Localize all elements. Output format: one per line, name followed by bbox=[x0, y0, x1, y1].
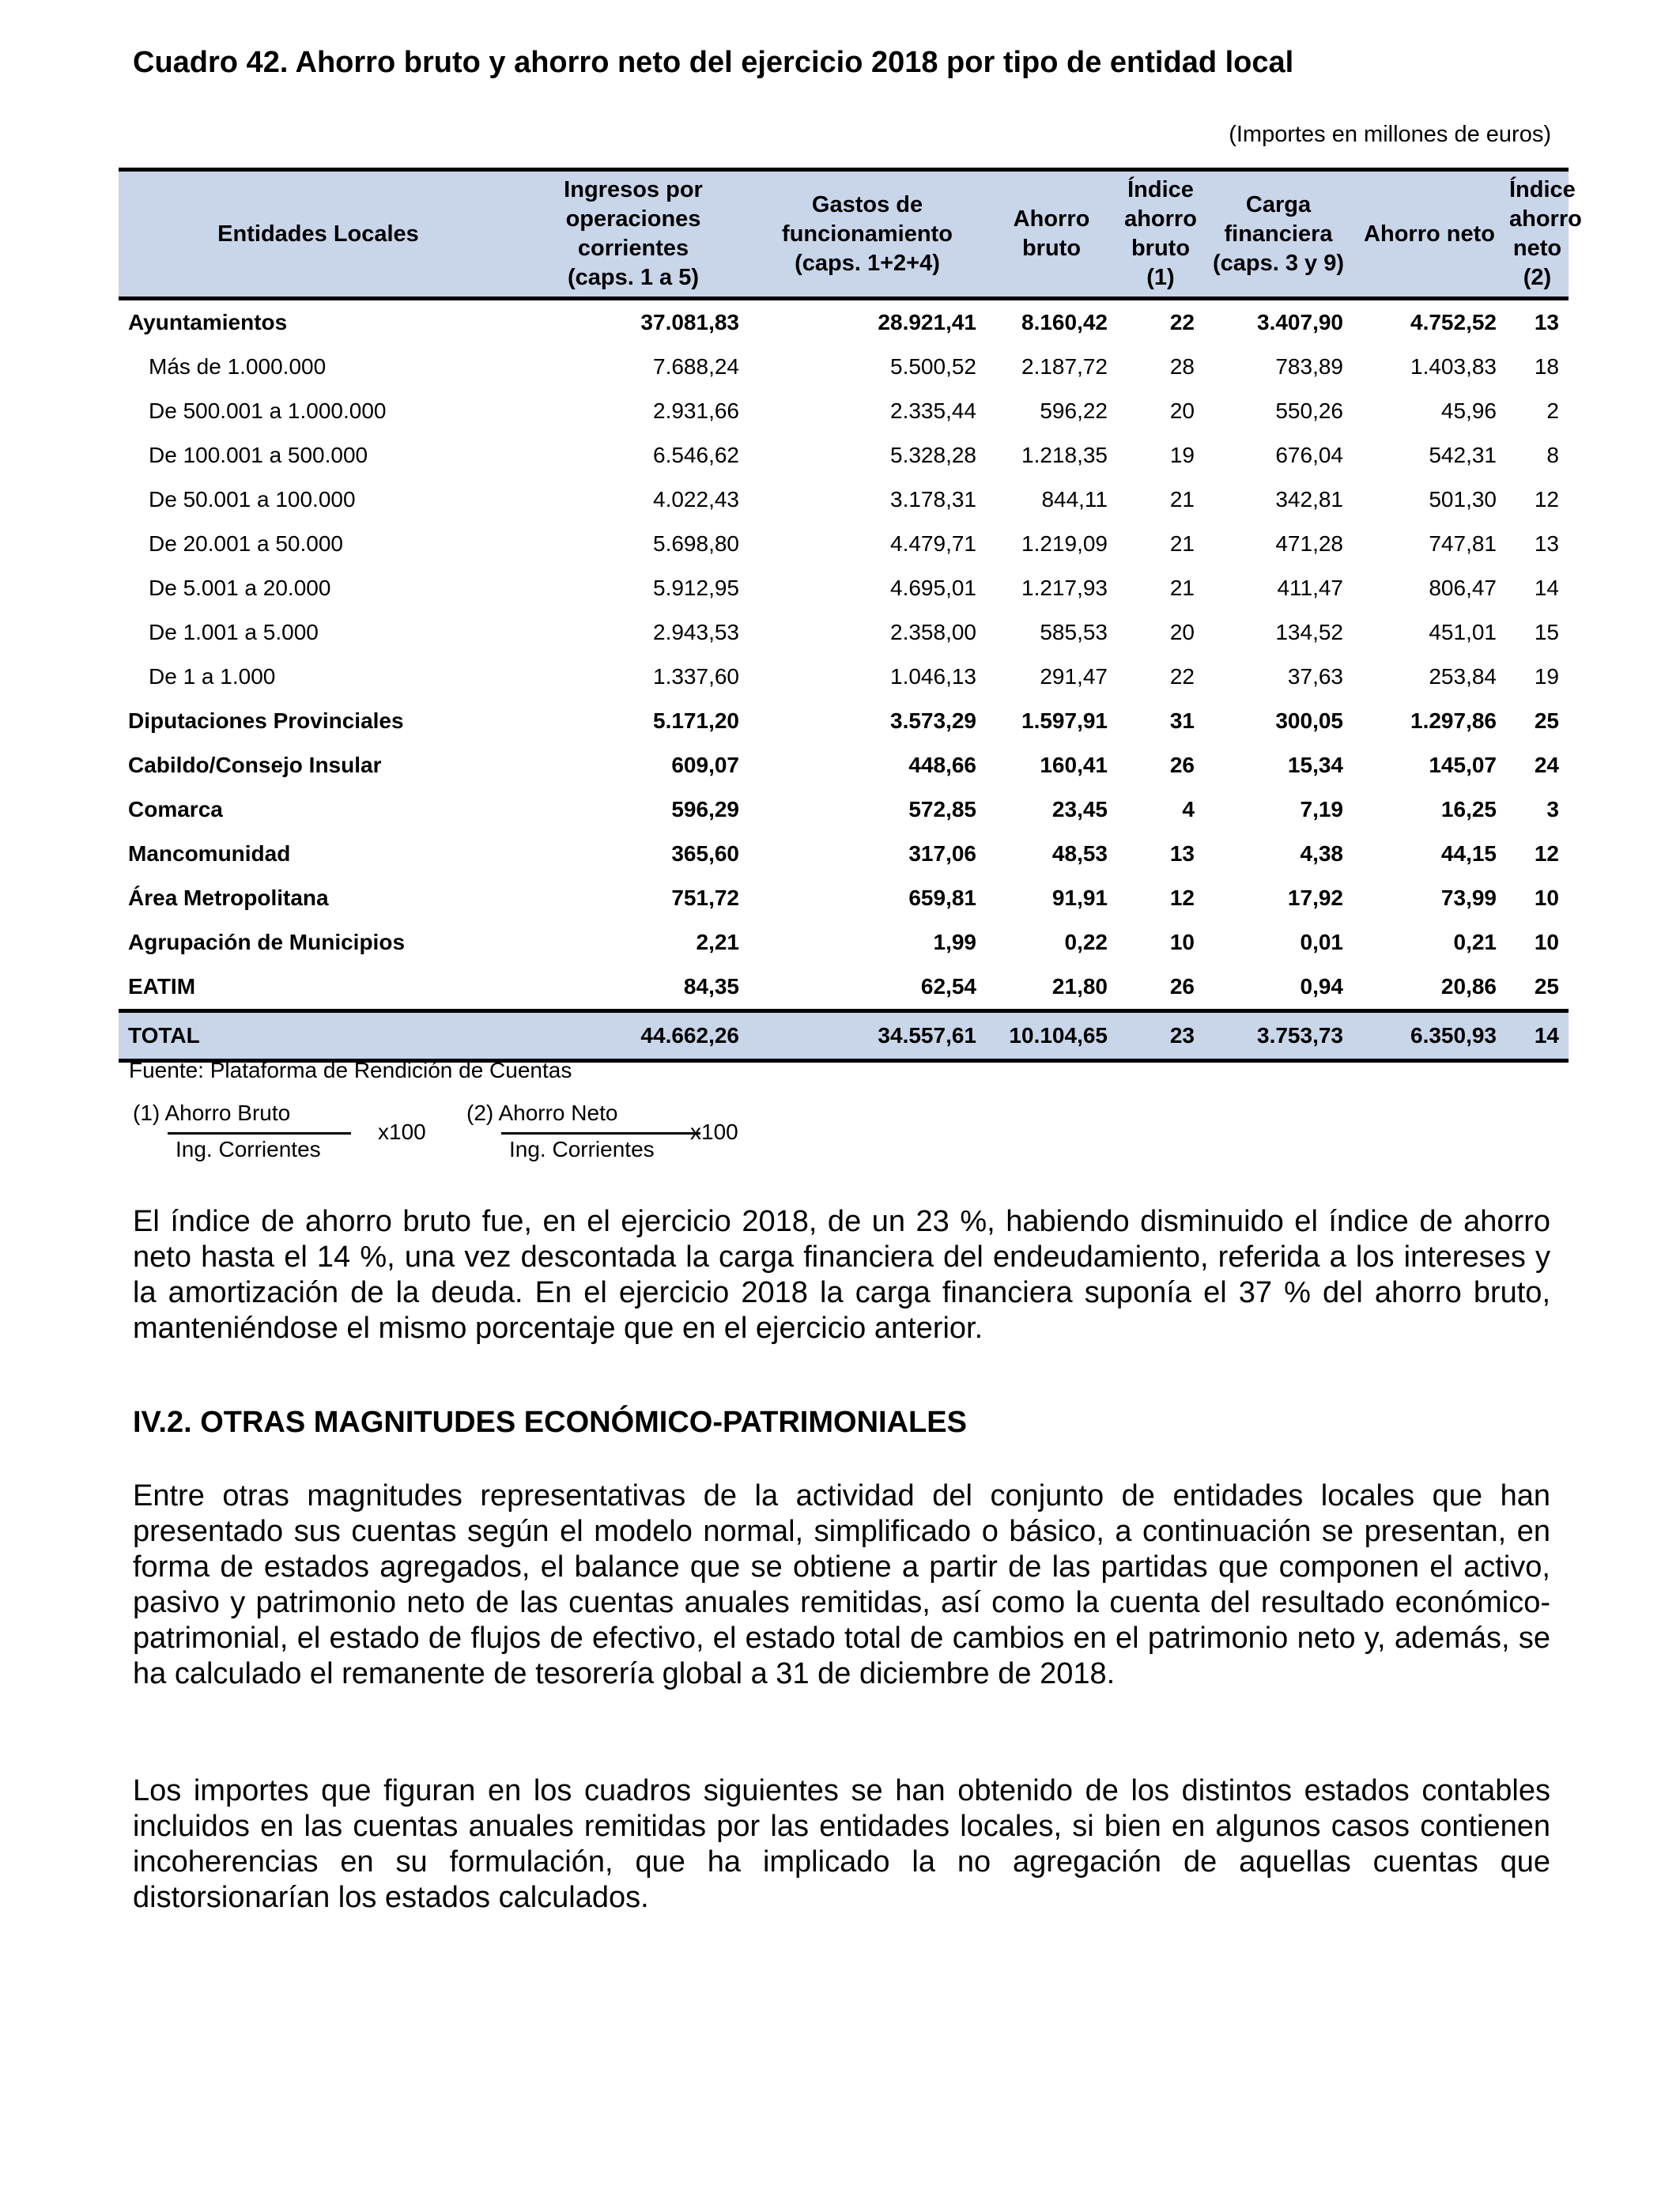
table-header-row bbox=[119, 170, 1569, 299]
row-label: Comarca bbox=[128, 797, 223, 821]
row-label: Diputaciones Provinciales bbox=[128, 708, 404, 733]
row-value: 37,63 bbox=[1287, 664, 1343, 689]
savings-table bbox=[119, 168, 1582, 1063]
row-value: 342,81 bbox=[1275, 487, 1343, 512]
row-value: 20 bbox=[1169, 398, 1195, 423]
row-label: EATIM bbox=[128, 974, 196, 999]
row-value: 24 bbox=[1534, 753, 1559, 777]
total-value: 3.753,73 bbox=[1204, 1011, 1353, 1061]
row-value: 4,38 bbox=[1300, 841, 1343, 866]
row-value: 5.328,28 bbox=[890, 443, 976, 467]
table-row bbox=[119, 920, 1569, 965]
row-value: 14 bbox=[1534, 576, 1559, 600]
row-value: 542,31 bbox=[1429, 443, 1497, 467]
row-value: 2.335,44 bbox=[890, 398, 976, 423]
row-value: 13 bbox=[1534, 531, 1559, 556]
row-value: 550,26 bbox=[1275, 398, 1343, 423]
row-value: 26 bbox=[1169, 974, 1195, 999]
paragraph-indice-ahorro: El índice de ahorro bruto fue, en el ejercicio 2018, de un 23 %, habiendo disminuido el índice de ahorro neto hasta el 14 %, una vez descontada la carga financiera del endeudamiento, referida a los intereses y la amortización de la deuda. En el ejercicio 2018 la carga financiera suponía el 37 % del ahorro bruto, manteniéndose el mismo porcentaje que en el ejercicio anterior. bbox=[133, 1205, 1550, 1345]
row-value: 365,60 bbox=[671, 841, 739, 866]
row-value: 25 bbox=[1534, 974, 1559, 999]
row-value: 1.337,60 bbox=[653, 664, 739, 689]
row-value: 4.479,71 bbox=[890, 531, 976, 556]
row-value: 5.912,95 bbox=[653, 576, 739, 600]
row-value: 471,28 bbox=[1275, 531, 1343, 556]
table-row bbox=[119, 522, 1569, 566]
row-value: 26 bbox=[1169, 753, 1195, 777]
row-value: 4.022,43 bbox=[653, 487, 739, 512]
row-value: 2.943,53 bbox=[653, 620, 739, 644]
row-value: 23,45 bbox=[1051, 797, 1108, 821]
row-value: 1.297,86 bbox=[1410, 708, 1497, 733]
table-row bbox=[119, 566, 1569, 610]
row-value: 19 bbox=[1169, 443, 1195, 467]
table-row bbox=[119, 699, 1569, 743]
row-value: 10 bbox=[1169, 930, 1195, 954]
row-value: 1,99 bbox=[933, 930, 976, 954]
row-label: De 1.001 a 5.000 bbox=[149, 620, 319, 644]
table-row bbox=[119, 610, 1569, 655]
formula-ahorro-bruto bbox=[133, 1101, 465, 1172]
row-label: De 50.001 a 100.000 bbox=[149, 487, 356, 512]
row-label: Mancomunidad bbox=[128, 841, 291, 866]
row-label: Agrupación de Municipios bbox=[128, 930, 406, 954]
total-label: TOTAL bbox=[119, 1011, 518, 1061]
row-label: De 20.001 a 50.000 bbox=[149, 531, 343, 556]
row-value: 25 bbox=[1534, 708, 1559, 733]
row-value: 676,04 bbox=[1275, 443, 1343, 467]
units-note: (Importes en millones de euros) bbox=[1229, 122, 1551, 147]
formula1-denominator: Ing. Corrientes bbox=[176, 1137, 321, 1161]
header-entidades: Entidades Locales bbox=[119, 170, 518, 299]
row-value: 747,81 bbox=[1429, 531, 1497, 556]
formula2-numerator: (2) Ahorro Neto bbox=[466, 1101, 618, 1125]
table-row bbox=[119, 433, 1569, 478]
row-value: 10 bbox=[1534, 886, 1559, 910]
row-value: 2.931,66 bbox=[653, 398, 739, 423]
row-value: 15,34 bbox=[1287, 753, 1343, 777]
row-value: 751,72 bbox=[671, 886, 739, 910]
row-label: De 1 a 1.000 bbox=[149, 664, 276, 689]
header-indice-bruto: Índice ahorro bruto (1) bbox=[1117, 170, 1204, 299]
row-value: 806,47 bbox=[1429, 576, 1497, 600]
row-value: 28.921,41 bbox=[878, 310, 976, 334]
row-value: 7.688,24 bbox=[653, 354, 739, 379]
row-value: 5.171,20 bbox=[653, 708, 739, 733]
row-label: Cabildo/Consejo Insular bbox=[128, 753, 382, 777]
row-value: 2.187,72 bbox=[1021, 354, 1108, 379]
formula2-multiplier: x100 bbox=[690, 1120, 738, 1144]
row-value: 84,35 bbox=[683, 974, 739, 999]
row-value: 3.407,90 bbox=[1257, 310, 1343, 334]
row-value: 62,54 bbox=[920, 974, 976, 999]
row-value: 2.358,00 bbox=[890, 620, 976, 644]
row-value: 37.081,83 bbox=[640, 310, 739, 334]
row-value: 19 bbox=[1534, 664, 1559, 689]
table-title: Cuadro 42. Ahorro bruto y ahorro neto del ejercicio 2018 por tipo de entidad local bbox=[133, 46, 1294, 79]
total-value: 23 bbox=[1117, 1011, 1204, 1061]
row-value: 0,22 bbox=[1064, 930, 1108, 954]
row-value: 844,11 bbox=[1041, 487, 1108, 512]
table-row bbox=[119, 299, 1569, 346]
row-value: 1.046,13 bbox=[890, 664, 976, 689]
row-value: 7,19 bbox=[1300, 797, 1343, 821]
row-value: 45,96 bbox=[1440, 398, 1497, 423]
paragraph-importes: Los importes que figuran en los cuadros siguientes se han obtenido de los distintos estados contables incluidos en las cuentas anuales remitidas por las entidades locales, si bien en algunos casos contienen incoherencias en su formulación, que ha implicado la no agregación de aquellas cuentas que distorsionarían los estados calculados. bbox=[133, 1774, 1550, 1914]
row-value: 783,89 bbox=[1275, 354, 1343, 379]
row-value: 21 bbox=[1169, 576, 1195, 600]
row-value: 3 bbox=[1546, 797, 1559, 821]
row-value: 659,81 bbox=[908, 886, 976, 910]
row-value: 0,01 bbox=[1300, 930, 1343, 954]
row-value: 4.752,52 bbox=[1410, 310, 1497, 334]
row-value: 3.573,29 bbox=[890, 708, 976, 733]
table-row bbox=[119, 345, 1569, 389]
row-value: 48,53 bbox=[1051, 841, 1108, 866]
row-value: 13 bbox=[1169, 841, 1195, 866]
row-value: 73,99 bbox=[1440, 886, 1497, 910]
row-value: 596,22 bbox=[1040, 398, 1108, 423]
row-value: 21 bbox=[1169, 487, 1195, 512]
row-value: 1.597,91 bbox=[1021, 708, 1108, 733]
row-value: 3.178,31 bbox=[890, 487, 976, 512]
row-value: 10 bbox=[1534, 930, 1559, 954]
row-value: 160,41 bbox=[1040, 753, 1108, 777]
row-value: 4.695,01 bbox=[890, 576, 976, 600]
formula2-fraction-line bbox=[501, 1132, 700, 1135]
row-value: 2,21 bbox=[696, 930, 739, 954]
total-row bbox=[119, 1011, 1569, 1061]
row-value: 0,94 bbox=[1300, 974, 1343, 999]
paragraph-magnitudes: Entre otras magnitudes representativas de la actividad del conjunto de entidades locales que han presentado sus cuentas según el modelo normal, simplificado o básico, a continuación se presentan, en forma de estados agregados, el balance que se obtiene a partir de las partidas que componen el activo, pasivo y patrimonio neto de las cuentas anuales remitidas, así como la cuenta del resultado económico-patrimonial, el estado de flujos de efectivo, el estado total de cambios en el patrimonio neto y, además, se ha calculado el remanente de tesorería global a 31 de diciembre de 2018. bbox=[133, 1479, 1550, 1690]
row-value: 20 bbox=[1169, 620, 1195, 644]
header-gastos: Gastos de funcionamiento (caps. 1+2+4) bbox=[749, 170, 986, 299]
table-row bbox=[119, 787, 1569, 832]
row-value: 20,86 bbox=[1440, 974, 1497, 999]
table-row bbox=[119, 389, 1569, 433]
row-value: 572,85 bbox=[908, 797, 976, 821]
table-row bbox=[119, 832, 1569, 876]
row-value: 2 bbox=[1546, 398, 1559, 423]
row-value: 253,84 bbox=[1429, 664, 1497, 689]
formula2-denominator: Ing. Corrientes bbox=[509, 1137, 655, 1161]
row-label: Más de 1.000.000 bbox=[149, 354, 327, 379]
row-value: 501,30 bbox=[1429, 487, 1497, 512]
header-indice-neto: Índice ahorro neto (2) bbox=[1506, 170, 1569, 299]
header-ingresos: Ingresos por operaciones corrientes (caps. 1 a 5) bbox=[518, 170, 749, 299]
row-value: 28 bbox=[1169, 354, 1195, 379]
header-ahorro-bruto: Ahorro bruto bbox=[986, 170, 1117, 299]
row-value: 1.403,83 bbox=[1410, 354, 1497, 379]
total-value: 44.662,26 bbox=[518, 1011, 749, 1061]
total-value: 14 bbox=[1506, 1011, 1569, 1061]
row-value: 448,66 bbox=[908, 753, 976, 777]
table-row bbox=[119, 965, 1569, 1011]
row-value: 12 bbox=[1534, 841, 1559, 866]
row-value: 145,07 bbox=[1429, 753, 1497, 777]
row-label: De 5.001 a 20.000 bbox=[149, 576, 331, 600]
row-value: 1.218,35 bbox=[1021, 443, 1108, 467]
table-row bbox=[119, 876, 1569, 920]
row-value: 91,91 bbox=[1051, 886, 1108, 910]
row-value: 12 bbox=[1169, 886, 1195, 910]
row-value: 22 bbox=[1169, 310, 1195, 334]
row-value: 12 bbox=[1534, 487, 1559, 512]
row-value: 300,05 bbox=[1275, 708, 1343, 733]
header-ahorro-neto: Ahorro neto bbox=[1353, 170, 1506, 299]
row-value: 8.160,42 bbox=[1021, 310, 1108, 334]
row-value: 411,47 bbox=[1277, 576, 1343, 600]
row-value: 291,47 bbox=[1040, 664, 1108, 689]
row-value: 31 bbox=[1169, 708, 1195, 733]
table-row bbox=[119, 478, 1569, 522]
section-title: IV.2. OTRAS MAGNITUDES ECONÓMICO-PATRIMONIALES bbox=[133, 1406, 967, 1439]
total-value: 34.557,61 bbox=[749, 1011, 986, 1061]
source-note: Fuente: Plataforma de Rendición de Cuentas bbox=[129, 1058, 572, 1082]
row-value: 16,25 bbox=[1440, 797, 1497, 821]
row-value: 134,52 bbox=[1275, 620, 1343, 644]
row-label: De 100.001 a 500.000 bbox=[149, 443, 368, 467]
row-value: 44,15 bbox=[1440, 841, 1497, 866]
total-value: 6.350,93 bbox=[1353, 1011, 1506, 1061]
row-label: Ayuntamientos bbox=[128, 310, 288, 334]
row-label: Área Metropolitana bbox=[128, 886, 329, 910]
table-row bbox=[119, 743, 1569, 787]
row-value: 4 bbox=[1182, 797, 1195, 821]
row-value: 317,06 bbox=[908, 841, 976, 866]
formula1-multiplier: x100 bbox=[378, 1120, 426, 1144]
row-value: 585,53 bbox=[1040, 620, 1108, 644]
row-value: 451,01 bbox=[1429, 620, 1497, 644]
header-carga-financiera: Carga financiera (caps. 3 y 9) bbox=[1204, 170, 1353, 299]
table-row bbox=[119, 655, 1569, 699]
row-value: 596,29 bbox=[671, 797, 739, 821]
row-value: 22 bbox=[1169, 664, 1195, 689]
total-value: 10.104,65 bbox=[986, 1011, 1117, 1061]
row-value: 15 bbox=[1534, 620, 1559, 644]
formula1-fraction-line bbox=[168, 1132, 351, 1135]
row-value: 5.698,80 bbox=[653, 531, 739, 556]
row-value: 609,07 bbox=[671, 753, 739, 777]
row-value: 1.219,09 bbox=[1021, 531, 1108, 556]
row-value: 13 bbox=[1534, 310, 1559, 334]
row-value: 18 bbox=[1534, 354, 1559, 379]
formula1-numerator: (1) Ahorro Bruto bbox=[133, 1101, 291, 1125]
row-value: 17,92 bbox=[1287, 886, 1343, 910]
row-value: 5.500,52 bbox=[890, 354, 976, 379]
row-value: 21,80 bbox=[1051, 974, 1108, 999]
row-value: 8 bbox=[1546, 443, 1559, 467]
row-label: De 500.001 a 1.000.000 bbox=[149, 398, 387, 423]
row-value: 6.546,62 bbox=[653, 443, 739, 467]
formula-ahorro-neto bbox=[466, 1101, 798, 1172]
row-value: 21 bbox=[1169, 531, 1195, 556]
row-value: 0,21 bbox=[1453, 930, 1497, 954]
row-value: 1.217,93 bbox=[1021, 576, 1108, 600]
